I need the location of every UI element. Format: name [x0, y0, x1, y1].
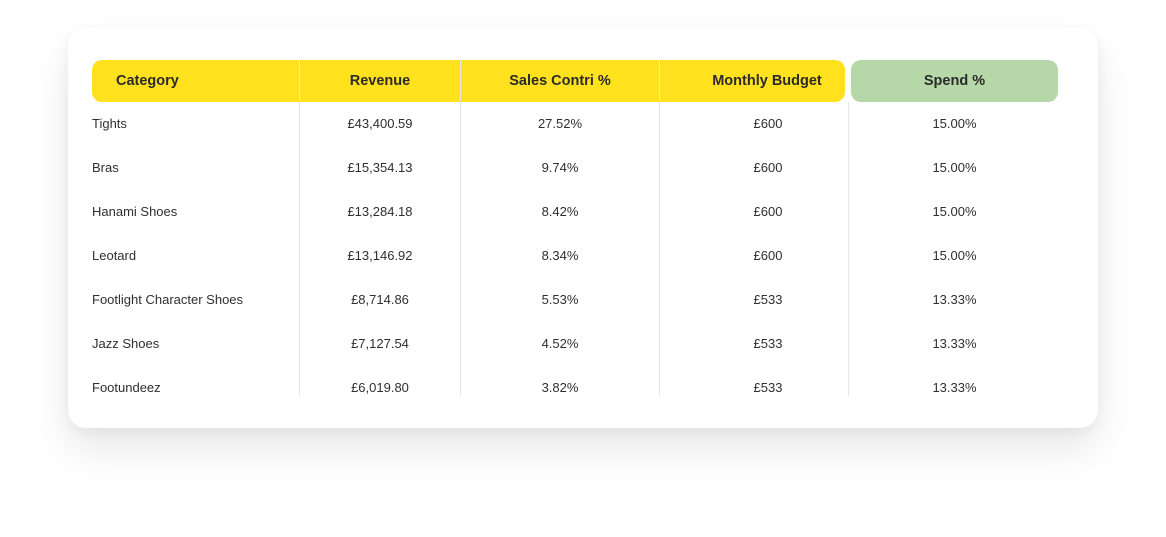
table-row — [92, 378, 1058, 422]
table-row — [92, 158, 1058, 202]
cell-revenue: £13,146.92 — [347, 248, 413, 263]
cell-revenue: £6,019.80 — [351, 380, 409, 395]
cell-revenue: £43,400.59 — [347, 116, 413, 131]
cell-category: Footundeez — [92, 380, 161, 395]
cell-spend: 15.00% — [932, 204, 977, 219]
cell-category: Leotard — [92, 248, 137, 263]
cell-monthly-budget: £533 — [753, 336, 783, 351]
cell-monthly-budget: £533 — [753, 292, 783, 307]
cell-sales-contri: 8.34% — [541, 248, 579, 263]
column-header-sales-contri[interactable]: Sales Contri % — [509, 73, 611, 89]
cell-category: Jazz Shoes — [92, 336, 160, 351]
cell-monthly-budget: £600 — [753, 248, 783, 263]
cell-sales-contri: 27.52% — [537, 116, 583, 131]
table-row — [92, 246, 1058, 290]
column-header-revenue[interactable]: Revenue — [349, 73, 411, 89]
table-row — [92, 114, 1058, 158]
cell-spend: 15.00% — [932, 116, 977, 131]
cell-sales-contri: 3.82% — [541, 380, 579, 395]
cell-monthly-budget: £600 — [753, 204, 783, 219]
cell-revenue: £15,354.13 — [347, 160, 413, 175]
cell-spend: 13.33% — [932, 292, 977, 307]
cell-revenue: £13,284.18 — [347, 204, 413, 219]
cell-sales-contri: 4.52% — [541, 336, 579, 351]
table-row — [92, 290, 1058, 334]
cell-category: Footlight Character Shoes — [92, 292, 244, 307]
cell-revenue: £7,127.54 — [351, 336, 409, 351]
column-header-category[interactable]: Category — [116, 73, 179, 89]
cell-revenue: £8,714.86 — [351, 292, 409, 307]
cell-spend: 15.00% — [932, 160, 977, 175]
cell-monthly-budget: £533 — [753, 380, 783, 395]
column-header-monthly-budget[interactable]: Monthly Budget — [712, 73, 822, 89]
table-row — [92, 202, 1058, 246]
budget-table — [92, 60, 1058, 396]
cell-spend: 13.33% — [932, 380, 977, 395]
cell-sales-contri: 5.53% — [541, 292, 579, 307]
column-header-spend[interactable]: Spend % — [923, 73, 986, 89]
cell-spend: 15.00% — [932, 248, 977, 263]
cell-category: Bras — [92, 160, 119, 175]
cell-category: Tights — [92, 116, 127, 131]
cell-spend: 13.33% — [932, 336, 977, 351]
cell-sales-contri: 9.74% — [541, 160, 579, 175]
cell-category: Hanami Shoes — [92, 204, 178, 219]
table-row — [92, 334, 1058, 378]
cell-monthly-budget: £600 — [753, 160, 783, 175]
cell-sales-contri: 8.42% — [541, 204, 579, 219]
cell-monthly-budget: £600 — [753, 116, 783, 131]
